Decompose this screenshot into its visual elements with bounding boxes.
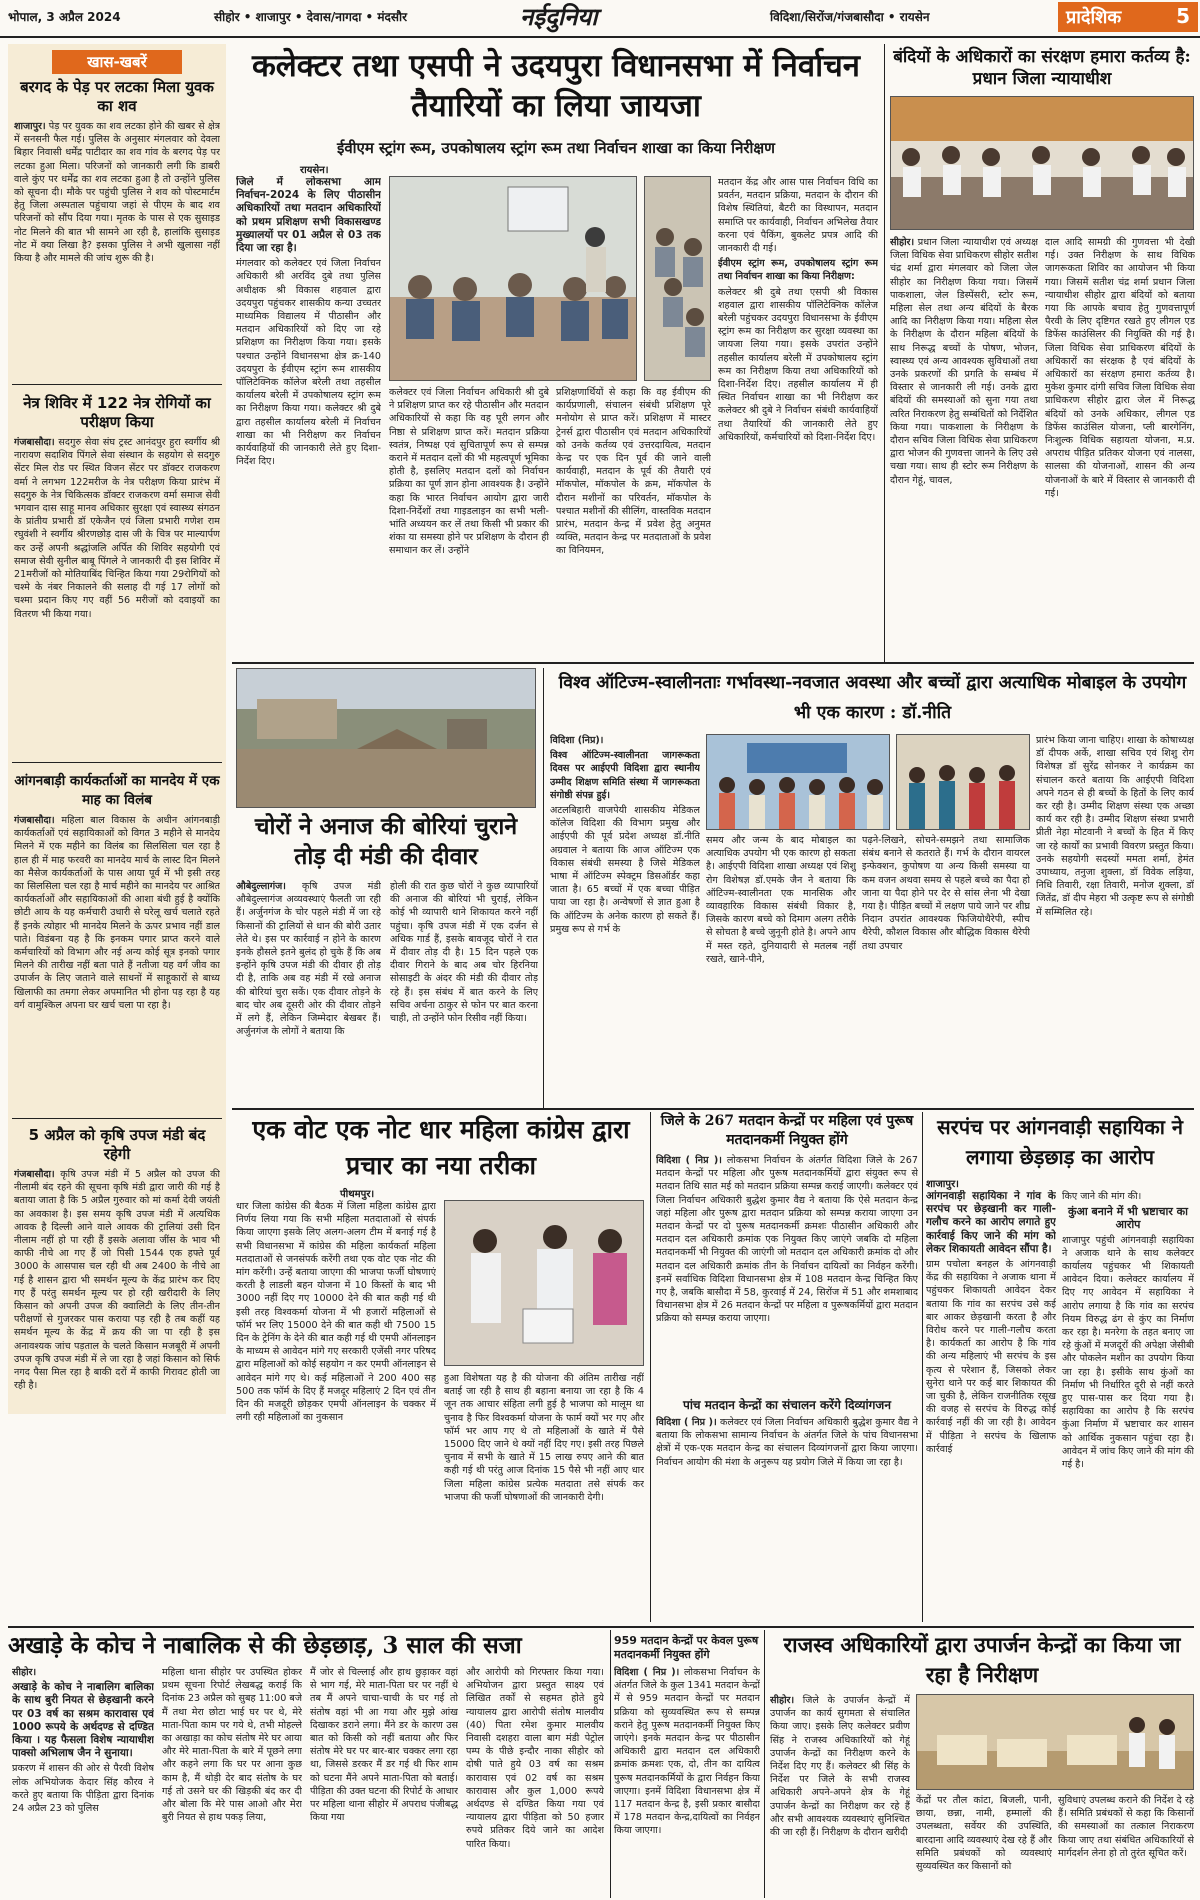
autism-photo <box>706 734 890 830</box>
congress-column-1: धार जिला कांग्रेस की बैठक में जिला महिला कांग्रेस द्वारा निर्णय लिया गया कि सभी महिला मतदाताओं से संपर्क किया जाएगा इसके लिए अलग-अलग टीम में बनाई गई है सभी विधानसभा में कांग्रेस की महिला कार्यकर्ता महिला मतदाताओं से जनसंपर्क करेंगी तथा एक वोट एक नोट की मांग करेंगी। उन्हें बताया जाएगा की भाजपा फर्जी घोषणाएं करती है लाडली बहन योजना में 10 किस्तों के बाद भी 3000 नहीं दिए गए 10000 देने की बात कही गई थी इसी तरह विश्वकर्मा योजना में भी हजारों महिलाओं से फॉर्म भर लिए 15000 देने की बात कही थी 7500 15 दिन के ट्रेनिंग के देने की बात कही गई थी एमपी ऑनलाइन के माध्यम से आवेदन मांगे गए सरकारी एजेंसी नगर परिषद द्वारा महिलाओं को कोई सहयोग न कर एमपी ऑनलाइन से आवेदन मांगे गए थे। कई महिलाओं ने 200 400 सह 500 तक फॉर्म के दिए हैं मजदूर महिलाएं 2 दिन एवं तीन दिन की मजदूरी छोड़कर एमपी ऑनलाइन के चक्कर में लगी रही महिलाओं का नुकसान <box>236 1201 436 1424</box>
sidebar-item-body: गंजबासौदा। सदगुरु सेवा संघ ट्रस्ट आनंदपुर हुरा स्वर्गीय श्री नारायण सदाशिव पिंगले सेवा संस्थान के सहयोग से सदगुरु सेंटर मिल रोड पर स्थित विजन सेंटर पर डॉक्टर राजकरण वर्मा ने लगभग 122मरीज के नेत्र परीक्षण किया प्रारंभ में सदगुरु के नेत्र चिकित्सक डॉक्टर राजकरण वर्मा समाज सेवी भगवान दास साहू मानव अधिकार सुरक्षा एवं स्वास्थ्य संगठन के प्रांतीय प्रभारी डॉ एकेजैन एवं जिला प्रभारी गणेश राम रघुवंशी ने स्वर्गीय श्रीरणछोड़ दास जी के चित्र पर माल्यार्पण कर उन्हें अपनी श्रद्धांजलि अर्पित की शिविर सहयोगी एवं समाज सेवी सुनील बाबू पिंगले ने जानकारी दी इस शिविर में 21मरीजों को मोतियाबिंद चिन्हित किया गया 29रोगियों को चश्मे के नंबर निकालने की सलाह दी गई 17 लोगों को चश्मा प्रदान किए गए वहीं 56 मरीजों को दवाइयों का वितरण भी किया गया। <box>14 437 220 620</box>
coach-headline: अखाड़े के कोच ने नाबालिक से की छेड़छाड़, 3 साल की सजा <box>8 1632 522 1659</box>
booth959-headline: 959 मतदान केन्द्रों पर केवल पुरूष मतदानकर्मी नियुक्त होंगे <box>614 1634 759 1661</box>
congress-column-2: हुआ विशेषता यह है की योजना की अंतिम तारीख नहीं बताई जा रही है साथ ही बहाना बनाया जा रहा है कि 4 जून तक आचार संहिता लगी हुई है भाजपा को मालूम था चुनाव है फिर विश्वकर्मा योजना के फार्म क्यों भर गए और फॉर्म भर आप गए थे तो महिलाओं के खाते में पैसे 15000 दिए जाने थे क्यों नहीं दिए गए। इसी तरह पिछले चुनाव में सभी के खाते में 15 लाख रुपए आने की बात कही गई थी परंतु आज दिनांक 15 पैसे भी नहीं आए धार जिला महिला कांग्रेस प्रत्येक मतदाता तसे संपर्क कर भाजपा की फर्जी घोषणाओं की जानकारी देगी। <box>444 1373 644 1503</box>
judge-headline: बंदियों के अधिकारों का संरक्षण हमारा कर्तव्य है: प्रधान जिला न्यायाधीश <box>893 47 1191 89</box>
column-divider <box>543 668 544 1108</box>
column-divider <box>884 44 885 664</box>
lead-photo-hall <box>644 176 711 381</box>
sidebar-item-1 <box>14 78 220 384</box>
sidebar-item-title: आंगनबाड़ी कार्यकर्ताओं का मानदेय में एक माह का विलंब <box>14 773 220 808</box>
sarpanch-col2-body-b: शाजापुर पहुंची आंगनवाड़ी सहायिका ने अजाक थाने के साथ कलेक्टर कार्यालय पहुंचकर भी शिकायती आवेदन दिया। कलेक्टर कार्यालय में दिए गए आवेदन में सहायिका ने आरोप लगाया है कि गांव का सरपंच नियम विरुद्ध ढंग से कुंए का निर्माण कर रहा है। मनरेगा के तहत बनाए जा रहे कुंओं में मजदूरों की अपेक्षा जेसीबी और पोकलेन मशीन का उपयोग किया जा रहा है। इसीके साथ कुंओं का निर्माण भी निर्धारित दूरी से नहीं करते हुए पास-पास कर दिया गया है। सहायिका का आरोप है कि सरपंच कुंआ निर्माण में भ्रष्टाचार कर शासन को आर्थिक नुकसान पहुंचा रहा है। आवेदन में जांच किए जाने की मांग की गई है। <box>1062 1234 1194 1471</box>
lead-photo-training <box>389 176 637 381</box>
lead-intro: जिले में लोकसभा आम निर्वाचन-2024 के लिए पीठासीन अधिकारियों तथा मतदान अधिकारियों को प्रथम प्रशिक्षण सभी विकासखण्ड मुख्यालयों पर 01 अप्रैल से 03 तक दिया जा रहा है। <box>236 176 381 255</box>
revenue-photo <box>916 1694 1194 1790</box>
booth-sub-body: विदिशा ( निप्र )। कलेक्टर एवं जिला निर्वाचन अधिकारी बुद्धेश कुमार वैद्य ने बताया कि लोकसभा सामान्य निर्वाचन के अंतर्गत जिले के पांच विधानसभा क्षेत्रों में एक-एक मतदान केन्द्र का संचालन दिव्यांगजनों द्वारा किया जाएगा। निर्वाचन आयोग की मंशा के अनुरूप यह प्रयोग जिले में किया जा रहा है। <box>656 1417 918 1468</box>
lead-dateline: रायसेन। <box>300 165 329 176</box>
sidebar-item-2 <box>14 394 220 754</box>
court-event-image <box>891 97 1194 230</box>
autism-column-1 <box>550 734 700 1106</box>
judge-column-1: सीहोर। प्रधान जिला न्यायाधीश एवं अध्यक्ष जिला विधिक सेवा प्राधिकरण सीहोर सतीश चंद्र शर्मा द्वारा मंगलवार को जिला जेल सीहोर का निरीक्षण किया गया। जिसमें पाकशाला, जेल डिस्पेंसरी, स्टोर रूम, महिला सेल तथा अन्य बंदियों के बैरक आदि का निरीक्षण किया गया। महिला सेल के निरीक्षण के दौरान महिला बंदियों के साथ निरूद्ध बच्चों के पोषण, भोजन, स्वास्थ्य एवं अन्य आवश्यक सुविधाओं तथा उनके प्रकरणों की प्रगति के सम्बंध में विस्तार से जानकारी ली गई। उनके द्वारा बंदियों की समस्याओं को सुना गया तथा त्वरित निराकरण हेतु सम्बंधितों को निर्देशित किया गया। पाकशाला के निरीक्षण के दौरान सचिव जिला विधिक सेवा प्राधिकरण द्वारा भोजन की गुणवत्ता जानने के लिए उसे चखा गया। साथ ही स्टोर रूम निरीक्षण के दौरान गेहूं, चावल, <box>890 237 1038 486</box>
section-divider <box>232 1108 1194 1110</box>
sidebar-divider <box>12 384 222 385</box>
congress-meeting-image <box>445 1201 644 1366</box>
lead-headline: कलेक्टर तथा एसपी ने उदयपुरा विधानसभा में निर्वाचन तैयारियों का लिया जायजा <box>251 48 861 124</box>
sidebar-item-3 <box>14 772 220 1130</box>
grain-center-image <box>917 1695 1194 1790</box>
sidebar-item-title: नेत्र शिविर में 122 नेत्र रोगियों का परीक्षण किया <box>23 394 211 431</box>
header-rule <box>0 36 1200 38</box>
sarpanch-intro: आंगनवाड़ी सहायिका ने गांव के सरपंच पर छेड़खानी कर गाली-गलौच करने का आरोप लगाते हुए कार्रवाई किए जाने की मांग को लेकर शिकायती आवेदन सौंपा है। <box>926 1190 1056 1255</box>
broken-wall-image <box>237 669 536 808</box>
coach-column-4: और आरोपी को गिरफ्तार किया गया। अभियोजन द्वारा प्रस्तुत साक्ष्य एवं लिखित तर्कों से सहमत होते हुये न्यायालय द्वारा आरोपी संतोष मालवीय (40) पिता रमेश कुमार मालवीय निवासी दशहरा वाला बाग मंडी पेट्रोल पम्प के पीछे इन्दौर नाका सीहोर को दोषी पाते हुये 03 वर्ष का सश्रम कारावास एवं 02 वर्ष का सश्रम कारावास और कुल 1,000 रूपये अर्थदण्ड से दण्डित किया गया एवं न्यायालय द्वारा पीड़िता को 50 हजार रुपये प्रतिकर दिये जाने का आदेश पारित किया। <box>466 1667 604 1850</box>
autism-photo-2 <box>896 734 1030 830</box>
section-tab <box>1058 2 1198 32</box>
theft-column-1: औबेदुल्लागंज। कृषि उपज मंडी औबेदुल्लागंज अव्यवस्थाएं फैलती जा रही हैं। अर्जुनगंज के चोर पहले मंडी में जा रहे किसानों की ट्रालियों से धान की बोरी उतार लेते थे। इस पर कार्रवाई न होने के कारण इनके हौसले इतने बुलंद हो चुके हैं कि अब इन्होंने कृषि उपज मंडी की दीवार ही तोड़ दी है, ताकि अब वह मंडी में रखे अनाज की बोरियां चुरा सकें। एक दीवार तोड़ने के बाद चोर अब दूसरी ओर की दीवार तोड़ने में लगे हैं, लेकिन जिम्मेदार बेखबर हैं। अर्जुनगंज के लोगों ने बताया कि <box>236 881 381 1038</box>
autism-place: विदिशा (निप्र)। <box>550 735 604 746</box>
sidebar-divider <box>12 762 222 763</box>
training-room-image <box>390 177 637 381</box>
autism-event-image <box>707 735 890 830</box>
coach-place: सीहोर। <box>12 1667 37 1678</box>
congress-photo <box>444 1200 644 1366</box>
section-divider <box>232 662 1194 664</box>
sidebar-item-body: शाजापुर। पेड़ पर युवक का शव लटका होने की खबर से क्षेत्र में सनसनी फैल गई। पुलिस के अनुसार मंगलवार को देवला बिहार निवासी धर्मेंद्र पाटीदार का शव गांव के बरगद पेड़ पर लटका हुआ मिला। परिजनों को जानकारी लगी कि डाबरी वाले कुंए पर धर्मेंद्र का शव लटका हुआ है तो उन्होंने पुलिस को सूचना दी। मौके पर पहुंची पुलिस ने शव को पोस्टमार्टम हेतु जिला अस्पताल पहुंचाया जहां से पीएम के बाद शव परिजनों को सौंप दिया गया। मृतक के पास से एक सुसाइड नोट मिलने की बात भी सामने आ रही है, हालांकि सुसाइड नोट में क्या लिखा है? इसका पुलिस ने अभी खुलासा नहीं किया है और मामले की जांच शुरू की है। <box>14 121 220 265</box>
booth-headline: जिले के 267 मतदान केन्द्रों पर महिला एवं पुरूष मतदानकर्मी नियुक्त होंगे <box>660 1113 914 1148</box>
lead-column-4 <box>718 176 878 646</box>
revenue-column-3: सुविधाएं उपलब्ध कराने की निर्देश दे रहे हैं। समिति प्रबंधकों से कहा कि किसानों की समस्याओं का तत्काल निराकरण किया जाए तथा संबंधित अधिकारियों से मार्गदर्शन लेना हो तो तुरंत सूचित करें। <box>1058 1795 1194 1859</box>
coach-col1-body: प्रकरण में शासन की ओर से पैरवी विशेष लोक अभियोजक केदार सिंह कौरव ने करते हुए बताया कि पीड़िता द्वारा दिनांक 24 अप्रैल 23 को पुलिस <box>12 1763 154 1815</box>
sarpanch-place: शाजापुर। <box>926 1179 959 1190</box>
masthead-logo: नईदुनिया <box>520 2 598 31</box>
autism-col1-body: अटलबिहारी वाजपेयी शासकीय मेडिकल कॉलेज विदिशा की विभाग प्रमुख और आईएपी की पूर्व प्रदेश अध्यक्ष डॉ.नीति अग्रवाल ने बताया कि आज ऑटिज्म एक विकास संबंधी समस्या है जिसे मेडिकल भाषा में ऑटिज्म स्पेक्ट्रम डिसऑर्डर कहा जाता है। 65 बच्चों में एक बच्चा पीड़ित पाया जा रहा है। अन्वेषणों से ज्ञात हुआ है कि ऑटिज्म के अनेक कारण हो सकते हैं। प्रमुख रूप से गर्भ के <box>550 805 700 935</box>
sarpanch-col2-body: किए जाने की मांग की। <box>1062 1191 1142 1202</box>
revenue-headline: राजस्व अधिकारियों द्वारा उपार्जन केन्द्रों का किया जा रहा है निरीक्षण <box>783 1632 1181 1687</box>
lead-photo-caption: कलेक्टर एवं जिला निर्वाचन अधिकारी श्री दुबे ने प्रशिक्षण प्राप्त कर रहे पीठासीन और मतदान अधिकारियों से कहा कि वह पूरी लगन और निष्ठा से प्रशिक्षण प्राप्त करें। मतदान प्रक्रिया स्वतंत्र, निष्पक्ष एवं सुचितापूर्ण रूप से सम्पन्न कराने में मतदान दलों की भी महत्वपूर्ण भूमिका होती है, इसलिए मतदान दलों को निर्वाचन प्रक्रिया का पूर्ण ज्ञान होना आवश्यक है। उन्होंने कहा कि भारत निर्वाचन आयोग द्वारा जारी दिशा-निर्देशों तथा गाइडलाइन का सभी भली-भांति अध्ययन कर लें तथा किसी भी प्रकार की शंका या समस्या होने पर प्रशिक्षण के दौरान ही समाधान कर लें। उन्होंने <box>389 387 549 557</box>
coach-column-1 <box>12 1666 154 1898</box>
header-date: भोपाल, 3 अप्रैल 2024 <box>8 10 121 24</box>
sidebar-item-title: 5 अप्रैल को कृषि उपज मंडी बंद रहेगी <box>28 1126 206 1163</box>
sarpanch-headline: सरपंच पर आंगनवाड़ी सहायिका ने लगाया छेड़छाड़ का आरोप <box>937 1115 1183 1169</box>
section-divider <box>8 1626 1194 1628</box>
header-left-cities: सीहोर • शाजापुर • देवास/नागदा • मंदसौर <box>214 10 408 24</box>
sidebar-item-body: गंजबासौदा। कृषि उपज मंडी में 5 अप्रैल को उपज की नीलामी बंद रहने की सूचना कृषि मंडी द्वारा जारी की गई है बताया जाता है कि 5 अप्रैल गुरुवार को मां कर्मा देवी जयंती का अवकाश है। इस समय कृषि उपज मंडी में अत्यधिक आवक है दिल्ली आने वाले आवक की ट्रालियां उसी दिन नीलाम नहीं हो पा रही हैं इसके अलावा जींस के भाव भी काफी नीचे आ गए हैं जो पिसी 1544 एक हफ्ते पूर्व 3000 के आसपास चल रही थी अब 2400 के नीचे आ गई है शासन द्वारा भी समर्थन मूल्य के केंद्र प्रारंभ कर दिए गए हैं परंतु समर्थन मूल्य पर हो रही खरीदारी के लिए किसान को अपनी उपज की क्वालिटी के लिए तीन-तीन परीक्षणों से गुजरकर पास कराया पड़ रही है तब कहीं यह समर्थन मूल्य के केंद्र में क्रय की जा पा रही है इस अनावश्यक जांच पड़ताल के चलते किसान मजबूरी में अपनी उपज कृषि उपज मंडी में ले जा रहा है जहां किसान को सिर्फ नगद पैसा मिल रहा है बाकी दरों में काफी गिरावट होती जा रही है। <box>14 1169 220 1392</box>
sidebar <box>8 44 226 1414</box>
column-divider <box>922 1112 923 1622</box>
header-right-cities: विदिशा/सिरोंज/गंजबासौदा • रायसेन <box>770 10 930 24</box>
coach-column-3: मैं जोर से चिल्लाई और हाथ छुड़ाकर वहां से भाग गई, मेरे माता-पिता घर पर नहीं थे तब मैं अपने चाचा-चाची के घर गई तो संतोष वहां भी आ गया और मुझे आंख दिखाकर डराने लगा। मैंने डर के कारण उस बात को किसी को नहीं बताया और फिर संतोष मेरे घर पर बार-बार चक्कर लगा रहा था, जिससे डरकर मैं डर गई थी फिर शाम को घटना मैंने अपने माता-पिता को बताई। पीड़िता की उक्त घटना की रिपोर्ट के आधार पर महिला थाना सीहोर में अपराध पंजीबद्ध किया गया <box>310 1667 458 1824</box>
sarpanch-subhead: कुंआ बनाने में भी भ्रष्टाचार का आरोप <box>1068 1205 1188 1232</box>
sidebar-item-body: गंजबासौदा। महिला बाल विकास के अधीन आंगनबाड़ी कार्यकर्ताओं एवं सहायिकाओं को विगत 3 महीने से मानदेय मिलने में एक महीने का विलंब का सिलसिला चल रहा है हाल ही में माह फरवरी का मानदेय मार्च के लास्ट दिन मिलने का मैसेज कार्यकर्ताओं के पास आया पूर्व में भी इसी तरह का सिलसिला चल रहा है मार्च महीने का मानदेय पर आश्रित कार्यकर्ताओं और सहायिकाओं की आशा बंधी हुई है क्योंकि छोटी आय के यह कर्मचारी उधारी से घरेलू खर्च चलाते रहते हैं इनके त्योहार भी मानदेय मिलने के ऊपर प्रभाव नहीं डाल पाते। विडंबना यह है कि इनकम पगार प्राप्त करने वाले कर्मचारियों को विभाग और नई अन्य कोई सूत्र इनको पगार मिलने की तारीख नहीं बता पाते हैं नतीजा यह वर्ग जीव का उपार्जन के लिए जताने वाले साधनों में साहूकारों से बाध्य खिलाफी का तमगा लेकर अपमानित भी होना पड़ रहा है यह वर्ग वामुश्किल अपना घर खर्च चला पा रहा है। <box>14 815 220 1011</box>
lead-column-3: प्रशिक्षणार्थियों से कहा कि वह ईवीएम की कार्यप्रणाली, संचालन संबंधी प्रशिक्षण पूरे मनोयोग से प्राप्त करें। प्रशिक्षण में मास्टर ट्रेनर्स द्वारा पीठासीन एवं मतदान अधिकारियों को उनके कर्तव्य एवं उत्तरदायित्व, मतदान केन्द्र पर एक दिन पूर्व की जाने वाली कार्यवाही, मतदान के पूर्व की तैयारी एवं मॉकपोल, मॉकपोल के क्रम, मॉकपोल के दौरान मशीनों का परिवर्तन, मॉकपोल के पश्चात मशीनों की सीलिंग, वास्तविक मतदान प्रारंभ, मतदान केन्द्र में प्रवेश हेतु अनुमत व्यक्ति, मतदान केन्द्र पर मतदाताओं के प्रवेश का विनियमन, <box>556 387 711 557</box>
autism-column-2: समय और जन्म के बाद मोबाइल का अत्याधिक उपयोग भी एक कारण हो सकता है। आईएपी विदिशा शाखा अध्यक्ष एवं शिशु रोग विशेषज्ञ डॉ.एमके जैन ने बताया कि ऑटिज्म-स्वालीनता एक मानसिक और व्यावहारिक विकास संबंधी विकार है, जिसके कारण बच्चे को दिमाग अलग तरीके से सोचता है बच्चे जुनूनी होते है। अपने आप में मस्त रहते, दुनियादारी से मतलब नहीं रखते, खाने-पीने, <box>706 835 856 965</box>
coach-intro: अखाड़े के कोच ने नाबालिग बालिका के साथ बुरी नियत से छेड़खानी करने पर 03 वर्ष का सश्रम कारावास एवं 1000 रूपये के अर्थदण्ड से दण्डित किया । यह फैसला विशेष न्यायाधीश पाक्सो अभिलाष जैन ने सुनाया। <box>12 1681 154 1760</box>
sidebar-item-4 <box>14 1126 220 1408</box>
lead-subhead: ईवीएम स्ट्रांग रूम, उपकोषालय स्ट्रांग रूम तथा निर्वाचन शाखा का किया निरीक्षण <box>336 139 776 157</box>
autism-column-4: प्रारंभ किया जाना चाहिए। शाखा के कोषाध्यक्ष डॉ दीपक अर्के, शाखा सचिव एवं शिशु रोग विशेषज्ञ डॉ सुरेंद्र सोनकर ने कार्यक्रम का संचालन करते बताया कि आईएपी विदिशा अपने गठन से ही बच्चों के हितों के लिए कार्य कर रही है। उम्मीद शिक्षण संस्था एक अच्छा कार्य कर रही है। उम्मीद शिक्षण संस्था प्रभारी प्रीती नेहा मोटवानी ने बच्चों के हित में किए जा रहे कार्यों का प्रभावी विवरण प्रस्तुत किया। उनके सहयोगी सदस्यों ममता शर्मा, हेमंत उपाध्याय, तनुजा शुक्ला, डॉ विवेक लड़िया, निधि तिवारी, रक्षा तिवारी, मनोज शुक्ला, डॉ जितेंद्र, डॉ दीप मेहरा भी उत्कृष्ट रूप से संगोष्ठी में सम्मिलित रहे। <box>1036 735 1194 918</box>
theft-photo <box>236 668 536 808</box>
lead-column-1 <box>236 176 381 646</box>
sidebar-label-text: खास-खबरें <box>87 53 147 71</box>
sidebar-item-title: बरगद के पेड़ पर लटका मिला युवक का शव <box>20 78 214 115</box>
page-number: 5 <box>1176 4 1190 28</box>
lead-col4-subhead: ईवीएम स्ट्रांग रूम, उपकोषालय स्ट्रांग रूम तथा निर्वाचन शाखा का किया निरीक्षण: <box>718 258 878 283</box>
sidebar-label <box>52 50 182 74</box>
column-divider <box>650 1112 651 1622</box>
autism-group-image <box>897 735 1030 830</box>
judge-photo <box>890 96 1194 230</box>
autism-intro: विश्व ऑटिज्म-स्वालीनता जागरूकता दिवस पर आईएपी विदिशा द्वारा स्थानीय उम्मीद शिक्षण समिति संस्था में जागरूकता संगोष्ठी संपन्न हुई। <box>550 750 700 801</box>
theft-headline: चोरों ने अनाज की बोरियां चुराने तोड़ दी मंडी की दीवार <box>254 813 518 870</box>
congress-headline: एक वोट एक नोट धार महिला कांग्रेस द्वारा प्रचार का नया तरीका <box>252 1115 630 1180</box>
column-divider <box>610 1630 611 1898</box>
booth-body: विदिशा ( निप्र )। लोकसभा निर्वाचन के अंतर्गत विदिशा जिले के 267 मतदान केन्द्रों पर महिला और पुरूष मतदानकर्मियों द्वारा संयुक्त रूप से मतदान तिथि सात मई को मतदान प्रक्रिया सम्पन्न कराई जाएगी। कलेक्टर एवं जिला निर्वाचन अधिकारी बुद्धेश कुमार वैद्य ने बताया कि ऐसे मतदान केन्द्र जहां महिला और पुरूष द्वारा मतदान प्रक्रिया को सम्पन्न कराया जाएगा उन मतदान केन्द्रों पर दो पुरूष मतदानकर्मी क्रमशः पीठासीन अधिकारी और मतदान दल अधिकारी क्रमांक एक नियुक्त किए जाएंगे जबकि दो महिला मतदानकर्मी भी नियुक्त की जाएंगी जो मतदान दल अधिकारी क्रमांक दो और मतदान दल अधिकारी क्रमांक तीन के निर्वाचन दायित्वों का निर्वहन करेंगी। इनमें सर्वाधिक विदिशा विधानसभा क्षेत्र में 108 मतदान केन्द्र चिन्हित किए गए है, जबकि बासौदा में 58, कुरवाई में 24, सिरोंज में 51 और शमशाबाद विधानसभा क्षेत्र में 26 मतदान केन्द्रों पर महिला व पुरूषकर्मियों द्वारा मतदान प्रक्रिया को सम्पन्न कराया जाएगा। <box>656 1155 918 1325</box>
column-divider <box>764 1630 765 1898</box>
hall-image <box>645 177 711 381</box>
judge-column-2: दाल आदि सामग्री की गुणवत्ता भी देखी गई। उक्त निरीक्षण के साथ विधिक जागरूकता शिविर का आयोजन भी किया गया। जिसमें सतीश चंद्र शर्मा प्रधान जिला न्यायाधीश सीहोर द्वारा बंदियों को बताया गया कि आपके बचाव हेतु गुणवत्तापूर्ण पैरवी के लिए दृष्टिगत रखते हुए लीगल एड डिफेंस काउंसिलर की नियुक्ति की गई है। जिला विधिक सेवा प्राधिकरण बंदियों के अधिकारों का संरक्षक है एवं बंदियों के अधिकारों का संरक्षण हमारा कर्तव्य है। मुकेश कुमार दांगी सचिव जिला विधिक सेवा प्राधिकरण सीहोर द्वारा जेल में निरूद्ध बंदियों को उनके अधिकार, लीगल एड डिफेंस काउंसिल योजना, प्ली बारगेनिंग, निःशुल्क विधिक सहायता योजना, म.प्र. अपराध पीड़ित प्रतिकर योजना एवं नालसा, सालसा की योजनाओं, शासन की अन्य योजनाओं के बारे में विस्तार से जानकारी दी गई। <box>1045 237 1195 499</box>
autism-column-3: पढ़ने-लिखने, सोचने-समझने तथा सामाजिक संबंध बनाने से कतराते हैं। गर्भ के दौरान वायरल इन्फेक्शन, कुपोषण या अन्य किसी समस्या या कम वजन अथवा समय से पहले बच्चे का पैदा हो जाना या पैदा होने पर देर से सांस लेना भी देखा गया है। पीड़ित बच्चों में लक्षण पाये जाने पर शीघ्र निदान उपरांत आवश्यक फिजियोथैरेपी, स्पीच थैरेपी, कौशल विकास और बौद्धिक विकास थैरेपी तथा उपचार <box>862 835 1030 952</box>
revenue-column-2: केंद्रों पर तौल कांटा, बिजली, पानी, छाया, छन्ना, नामी, हम्मालों की उपलब्धता, सर्वेयर की उपस्थिति, बारदाना आदि व्यवस्थाएं देख रहे हैं और समिति प्रबंधकों को व्यवस्थाएं सुव्यवस्थित कर किसानों को <box>916 1795 1052 1873</box>
coach-column-2: महिला थाना सीहोर पर उपस्थित होकर प्रथम सूचना रिपोर्ट लेखबद्ध कराई कि दिनांक 23 अप्रैल को सुबह 11:00 बजे मैं तथा मेरा छोटा भाई घर पर थे, मेरे माता-पिता काम पर गये थे, तभी मोहल्ले का अखाड़ा का कोच संतोष मेरे घर आया और मेरे माता-पिता के बारे में पूछने लगा और कहने लगा कि घर पर आना कुछ काम है, मैं थोड़ी देर बाद संतोष के घर गई तो उसने घर की खिड़की बंद कर दी और बोला कि मेरे पास आओ और मेरा बुरी नियत से हाथ पकड़ लिया, <box>162 1667 302 1824</box>
congress-place: पीथमपुर। <box>340 1189 375 1200</box>
revenue-column-1: सीहोर। जिले के उपार्जन केन्द्रों में उपार्जन का कार्य सुगमता से संचालित किया जाए। इसके लिए कलेक्टर प्रवीण सिंह ने राजस्व अधिकारियों को गेहूं उपार्जन केन्द्रों का निरीक्षण करने के निर्देश दिए गए हैं। कलेक्टर श्री सिंह के निर्देश पर जिले के सभी राजस्व अधिकारी अपने-अपने क्षेत्र के गेहूं उपार्जन केन्द्रों का निरीक्षण कर रहे हैं और सभी आवश्यक व्यवस्थाएं सुनिश्चित की जा रही हैं। निरीक्षण के दौरान खरीदी <box>770 1695 910 1839</box>
sarpanch-column-2 <box>1062 1190 1194 1620</box>
sarpanch-column-1 <box>926 1190 1056 1620</box>
lead-col4-body: मतदान केंद्र और आस पास निर्वाचन विधि का प्रवर्तन, मतदान प्रक्रिया, मतदान के दौरान की विशेष स्थितियां, बैटरी का विस्थापन, मतदान समाप्ति पर कार्यवाही, निर्वाचन अभिलेख तैयार करना एवं पैकिंग, बुकलेट प्रपत्र आदि की जानकारी दी गई। <box>718 177 878 255</box>
lead-col1-body: मंगलवार को कलेक्टर एवं जिला निर्वाचन अधिकारी श्री अरविंद दुबे तथा पुलिस अधीक्षक श्री विकास शहवाल द्वारा उदयपुरा पहुंचकर शासकीय कन्या उच्चतर माध्यमिक विद्यालय में पीठासीन और मतदान अधिकारियों को दिए जा रहे प्रशिक्षण का निरीक्षण किया गया। इसके पश्चात उन्होंने विधानसभा क्षेत्र क्र-140 उदयपुरा के ईवीएम स्ट्रांग रूम शासकीय पॉलिटेक्निक कॉलेज बरेली तथा तहसील कार्यालय बरेली में उपकोषालय स्ट्रांग रूम का निरीक्षण किया गया। कलेक्टर श्री दुबे द्वारा तहसील कार्यालय बरेली में निर्वाचन शाखा का भी निरीक्षण कर निर्वाचन कार्यवाहियों की जानकारी लेते हुए दिशा-निर्देश दिए। <box>236 258 381 468</box>
theft-column-2: होली की रात कुछ चोरों ने कुछ व्यापारियों की अनाज की बोरियां भी चुराई, लेकिन कोई भी व्यापारी थाने शिकायत करने नहीं पहुंचा। कृषि उपज मंडी में एक दर्जन से अधिक गार्ड हैं, इसके बावजूद चोरों ने रात में दीवार तोड़ दी है। 15 दिन पहले एक दीवार गिराने के बाद अब चोर हिरनिया सोसाइटी के अंदर की मंडी की दीवार तोड़ रहे हैं। इस संबंध में बात करने के लिए सचिव अर्चना ठाकुर से फोन पर बात करना चाही, तो उन्होंने फोन रिसीव नहीं किया। <box>390 881 538 1025</box>
autism-headline: विश्व ऑटिज्म-स्वालीनताः गर्भावस्था-नवजात अवस्था और बच्चों द्वारा अत्याधिक मोबाइल के उपयोग भी एक कारण : डॉ.नीति <box>558 673 1187 723</box>
sarpanch-col1-body: ग्राम पचोला बनहल के आंगनवाड़ी केंद्र की सहायिका ने अजाक थाना में पहुंचकर शिकायती आवेदन देकर बताया कि गांव का सरपंच उसे कई बार आकर छेड़खानी करता है और विरोध करने पर गाली-गलौच करता है। कार्यकर्ता का आरोप है कि गांव की अन्य महिलाएं भी सरपंच के इस कृत्य से परेशान हैं, जिसको लेकर सुनेरा थाने पर कई बार शिकायत की जा चुकी है, लेकिन राजनीतिक रसूख की वजह से सरपंच के विरुद्ध कोई कार्रवाई नहीं की जा रही है। आवेदन में पीड़िता ने सरपंच के खिलाफ कार्रवाई <box>926 1259 1056 1455</box>
page-header <box>0 0 1200 38</box>
lead-col4-body-b: कलेक्टर श्री दुबे तथा एसपी श्री विकास शहवाल द्वारा शासकीय पॉलिटेक्निक कॉलेज बरेली पहुंचकर उदयपुरा विधानसभा के ईवीएम स्ट्रांग रूम का निरीक्षण कर सुरक्षा व्यवस्था का जायजा लिया गया। इसके उपरांत उन्होंने तहसील कार्यालय बरेली में उपकोषालय स्ट्रांग रूम का निरीक्षण किया तथा अधिकारियों को दिशा-निर्देश दिए। तहसील कार्यालय में ही स्थित निर्वाचन शाखा का भी निरीक्षण कर कलेक्टर श्री दुबे ने निर्वाचन संबंधी कार्यवाहियों तथा तैयारियों की जानकारी लेते हुए अधिकारियों, कर्मचारियों को दिशा-निर्देश दिए। <box>718 286 878 443</box>
booth959-body: विदिशा ( निप्र )। लोकसभा निर्वाचन के अंतर्गत जिले के कुल 1341 मतदान केन्द्रों में से 959 मतदान केन्द्रों पर मतदान प्रक्रिया को सुव्यवस्थित रूप से सम्पन्न कराने हेतु पुरूष मतदानकर्मी नियुक्त किए जाएंगे। इनके मतदान केन्द्र पर पीठासीन अधिकारी द्वारा मतदान दल अधिकारी क्रमांक क्रमशः एक, दो, तीन का दायित्व पुरूष मतदानकर्मियों के द्वारा निर्वहन किया जाएगा। इनमें विदिशा विधानसभा क्षेत्र में 117 मतदान केन्द्र है, इसी प्रकार बासौदा में 178 मतदान केन्द्र,दायित्वों का निर्वहन किया जाएगा। <box>614 1667 760 1837</box>
booth-subhead: पांच मतदान केन्द्रों का संचालन करेंगे दिव्यांगजन <box>683 1398 891 1412</box>
sidebar-divider <box>12 1118 222 1119</box>
section-label: प्रादेशिक <box>1066 7 1122 28</box>
